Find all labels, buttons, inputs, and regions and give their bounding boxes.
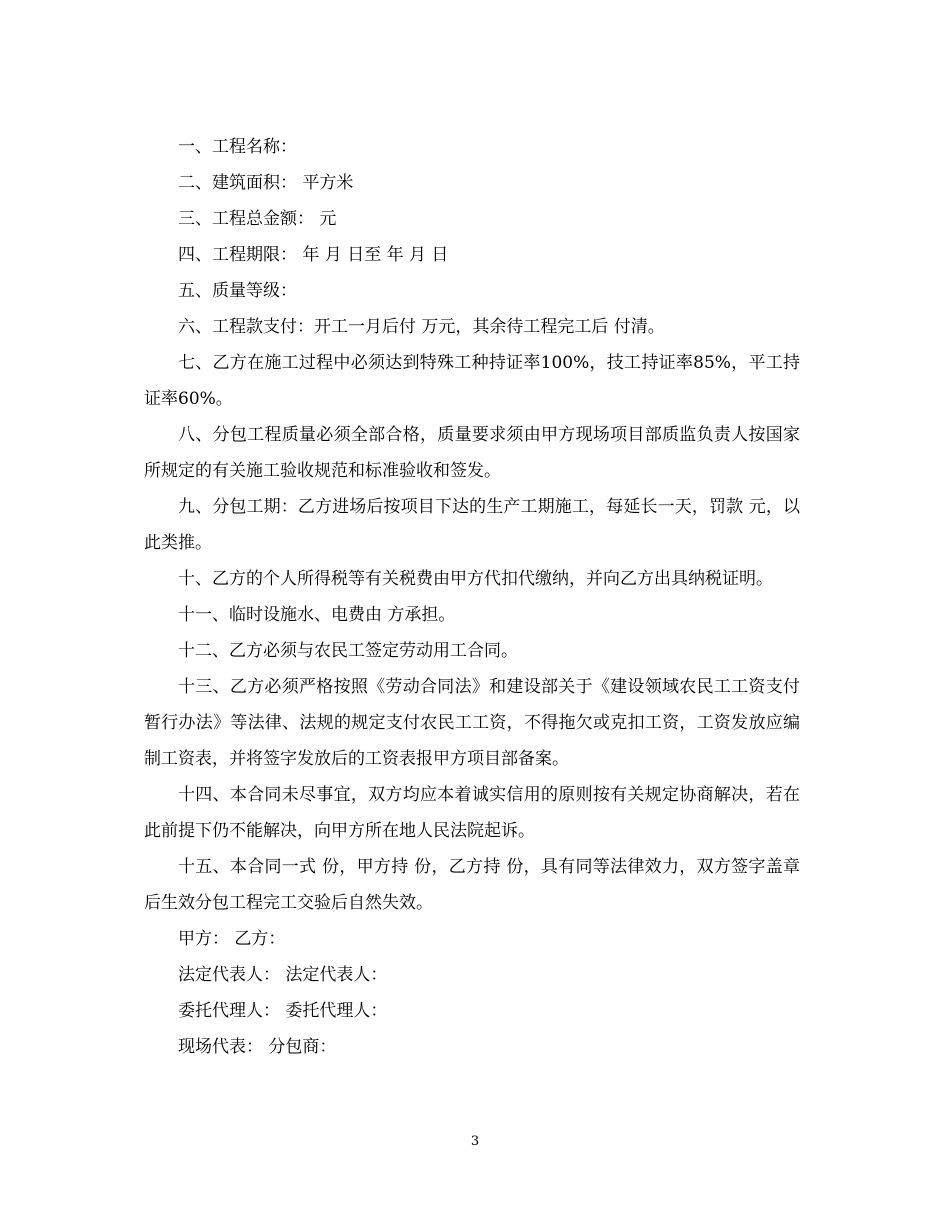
clause-quality-requirement: 八、分包工程质量必须全部合格，质量要求须由甲方现场项目部质监负责人按国家所规定的有关施工验收规范和标准验收和签发。 [144,425,800,481]
clause-project-name: 一、工程名称： [178,137,297,157]
clause-total-amount: 三、工程总金额： 元 [178,209,337,229]
clause-copies: 十五、本合同一式 份，甲方持 份，乙方持 份，具有同等法律效力，双方签字盖章后生效分包工程完工交验后自然失效。 [144,857,800,913]
clause-quality-grade: 五、质量等级： [178,281,297,301]
signature-site-representative: 现场代表： 分包商： [178,1037,337,1057]
document-body [144,129,800,1065]
clause-payment: 六、工程款支付：开工一月后付 万元，其余待工程完工后 付清。 [178,317,665,337]
page-number: 3 [470,1134,480,1149]
clause-dispute: 十四、本合同未尽事宜，双方均应本着诚实信用的原则按有关规定协商解决，若在此前提下仍不能解决，向甲方所在地人民法院起诉。 [144,785,800,841]
signature-legal-representative: 法定代表人： 法定代表人： [178,965,388,985]
clause-utilities: 十一、临时设施水、电费由 方承担。 [178,605,456,625]
clause-tax: 十、乙方的个人所得税等有关税费由甲方代扣代缴纳，并向乙方出具纳税证明。 [178,569,773,589]
clause-wage-payment: 十三、乙方必须严格按照《劳动合同法》和建设部关于《建设领域农民工工资支付暂行办法》等法律、法规的规定支付农民工工资，不得拖欠或克扣工资，工资发放应编制工资表，并将签字发放后的工资表报甲方项目部备案。 [144,677,800,769]
clause-project-period: 四、工程期限： 年 月 日至 年 月 日 [178,245,449,265]
clause-subcontract-period: 九、分包工期：乙方进场后按项目下达的生产工期施工，每延长一天，罚款 元，以此类推。 [144,497,800,553]
clause-labor-contract: 十二、乙方必须与农民工签定劳动用工合同。 [178,641,518,661]
signature-authorized-agent: 委托代理人： 委托代理人： [178,1001,388,1021]
clause-certification-rate: 七、乙方在施工过程中必须达到特殊工种持证率100%，技工持证率85%，平工持证率60%。 [144,353,800,409]
signature-parties: 甲方： 乙方： [178,929,286,949]
clause-building-area: 二、建筑面积： 平方米 [178,173,354,193]
